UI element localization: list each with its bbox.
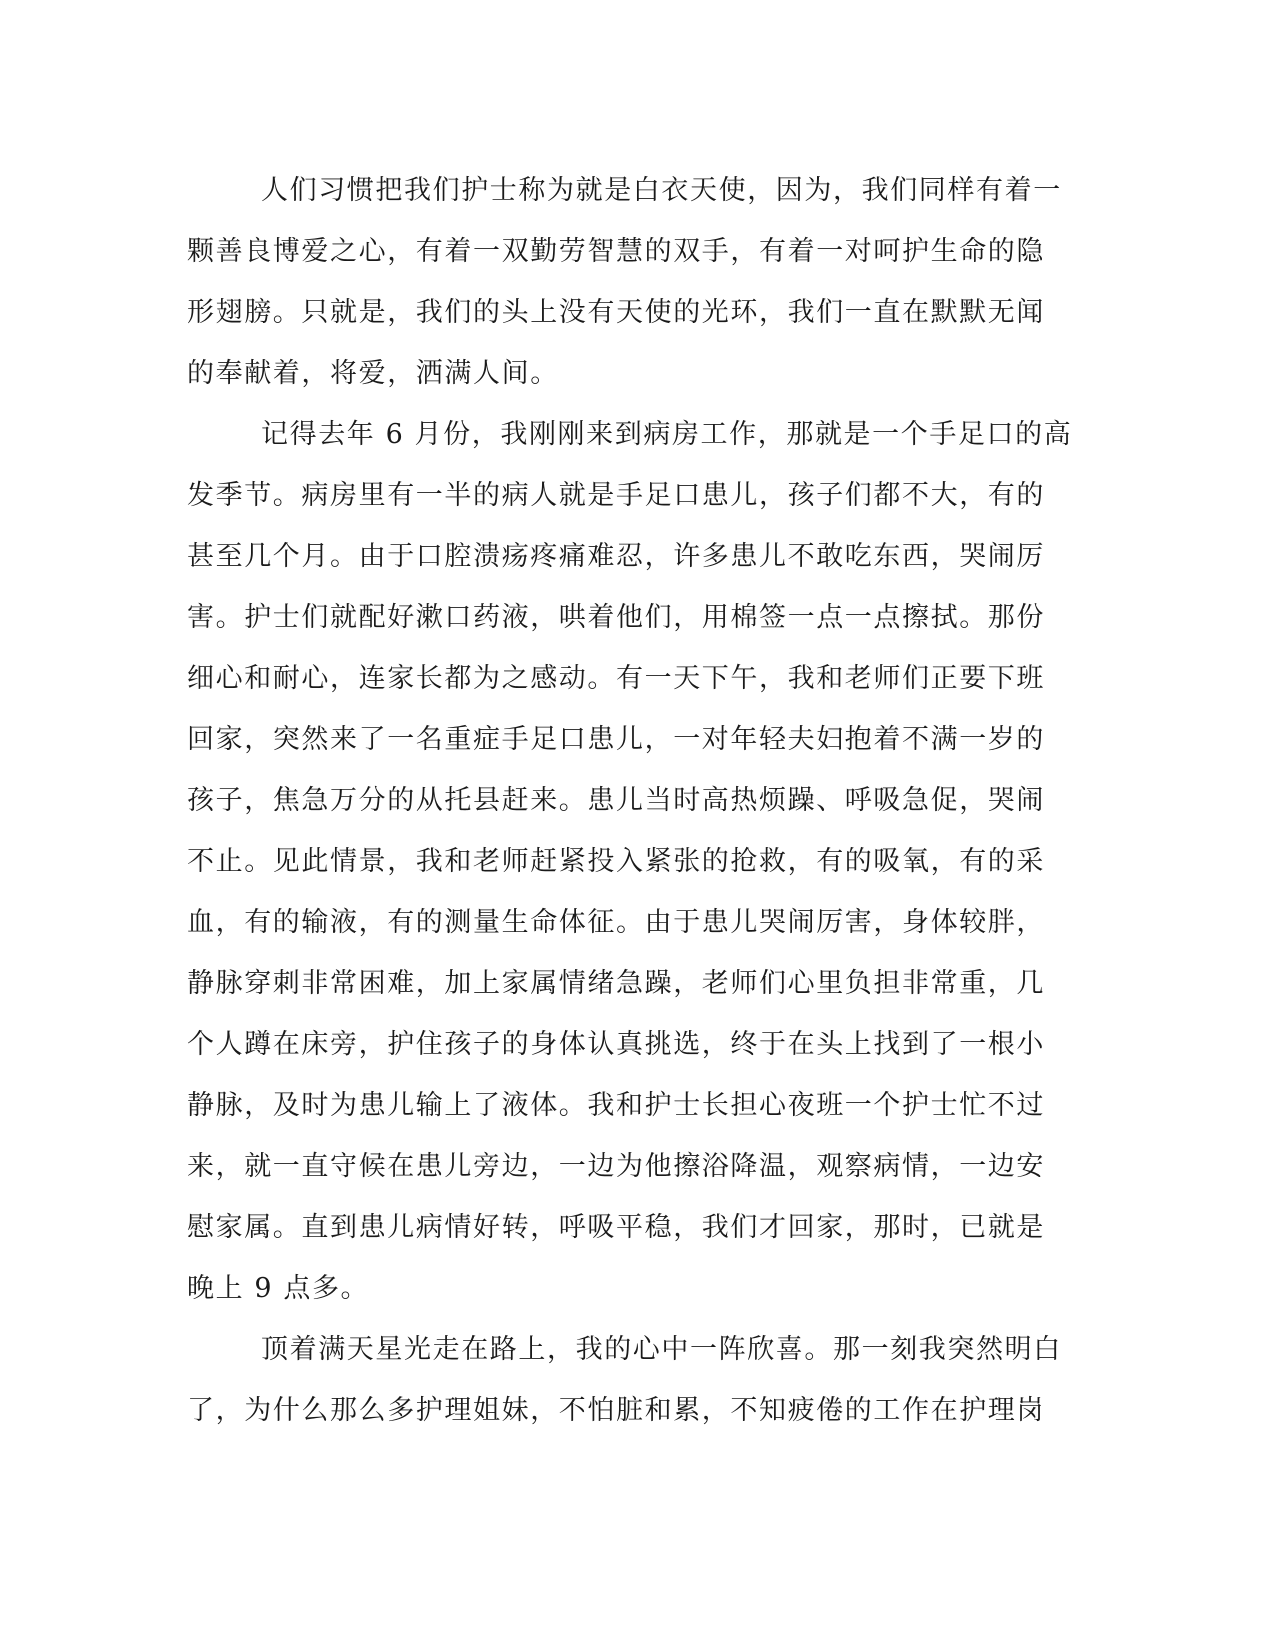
text-line: 人们习惯把我们护士称为就是白衣天使，因为，我们同样有着一 [261,175,1062,206]
text-line: 回家，突然来了一名重症手足口患儿，一对年轻夫妇抱着不满一岁的 [187,724,1045,755]
text-line: 甚至几个月。由于口腔溃疡疼痛难忍，许多患儿不敢吃东西，哭闹厉 [187,541,1045,572]
text-line: 害。护士们就配好漱口药液，哄着他们，用棉签一点一点擦拭。那份 [187,602,1045,633]
text-line: 了，为什么那么多护理姐妹，不怕脏和累，不知疲倦的工作在护理岗 [187,1395,1045,1426]
document-body [187,160,1087,1441]
text-line: 形翅膀。只就是，我们的头上没有天使的光环，我们一直在默默无闻 [187,297,1045,328]
paragraph-2 [187,404,1087,1319]
text-line: 细心和耐心，连家长都为之感动。有一天下午，我和老师们正要下班 [187,663,1045,694]
text-line: 静脉穿刺非常困难，加上家属情绪急躁，老师们心里负担非常重，几 [187,968,1045,999]
text-line: 孩子，焦急万分的从托县赶来。患儿当时高热烦躁、呼吸急促，哭闹 [187,785,1045,816]
text-line: 晚上 9 点多。 [187,1273,370,1304]
text-line: 慰家属。直到患儿病情好转，呼吸平稳，我们才回家，那时，已就是 [187,1212,1045,1243]
paragraph-3 [187,1319,1087,1441]
paragraph-1 [187,160,1087,404]
text-line: 记得去年 6 月份，我刚刚来到病房工作，那就是一个手足口的高 [261,419,1073,450]
text-line: 个人蹲在床旁，护住孩子的身体认真挑选，终于在头上找到了一根小 [187,1029,1045,1060]
text-line: 颗善良博爱之心，有着一双勤劳智慧的双手，有着一对呵护生命的隐 [187,236,1045,267]
text-line: 来，就一直守候在患儿旁边，一边为他擦浴降温，观察病情，一边安 [187,1151,1045,1182]
text-line: 发季节。病房里有一半的病人就是手足口患儿，孩子们都不大，有的 [187,480,1045,511]
text-line: 顶着满天星光走在路上，我的心中一阵欣喜。那一刻我突然明白 [261,1334,1062,1365]
text-line: 的奉献着，将爱，洒满人间。 [187,358,559,389]
text-line: 血，有的输液，有的测量生命体征。由于患儿哭闹厉害，身体较胖， [187,907,1045,938]
text-line: 不止。见此情景，我和老师赶紧投入紧张的抢救，有的吸氧，有的采 [187,846,1045,877]
text-line: 静脉，及时为患儿输上了液体。我和护士长担心夜班一个护士忙不过 [187,1090,1045,1121]
